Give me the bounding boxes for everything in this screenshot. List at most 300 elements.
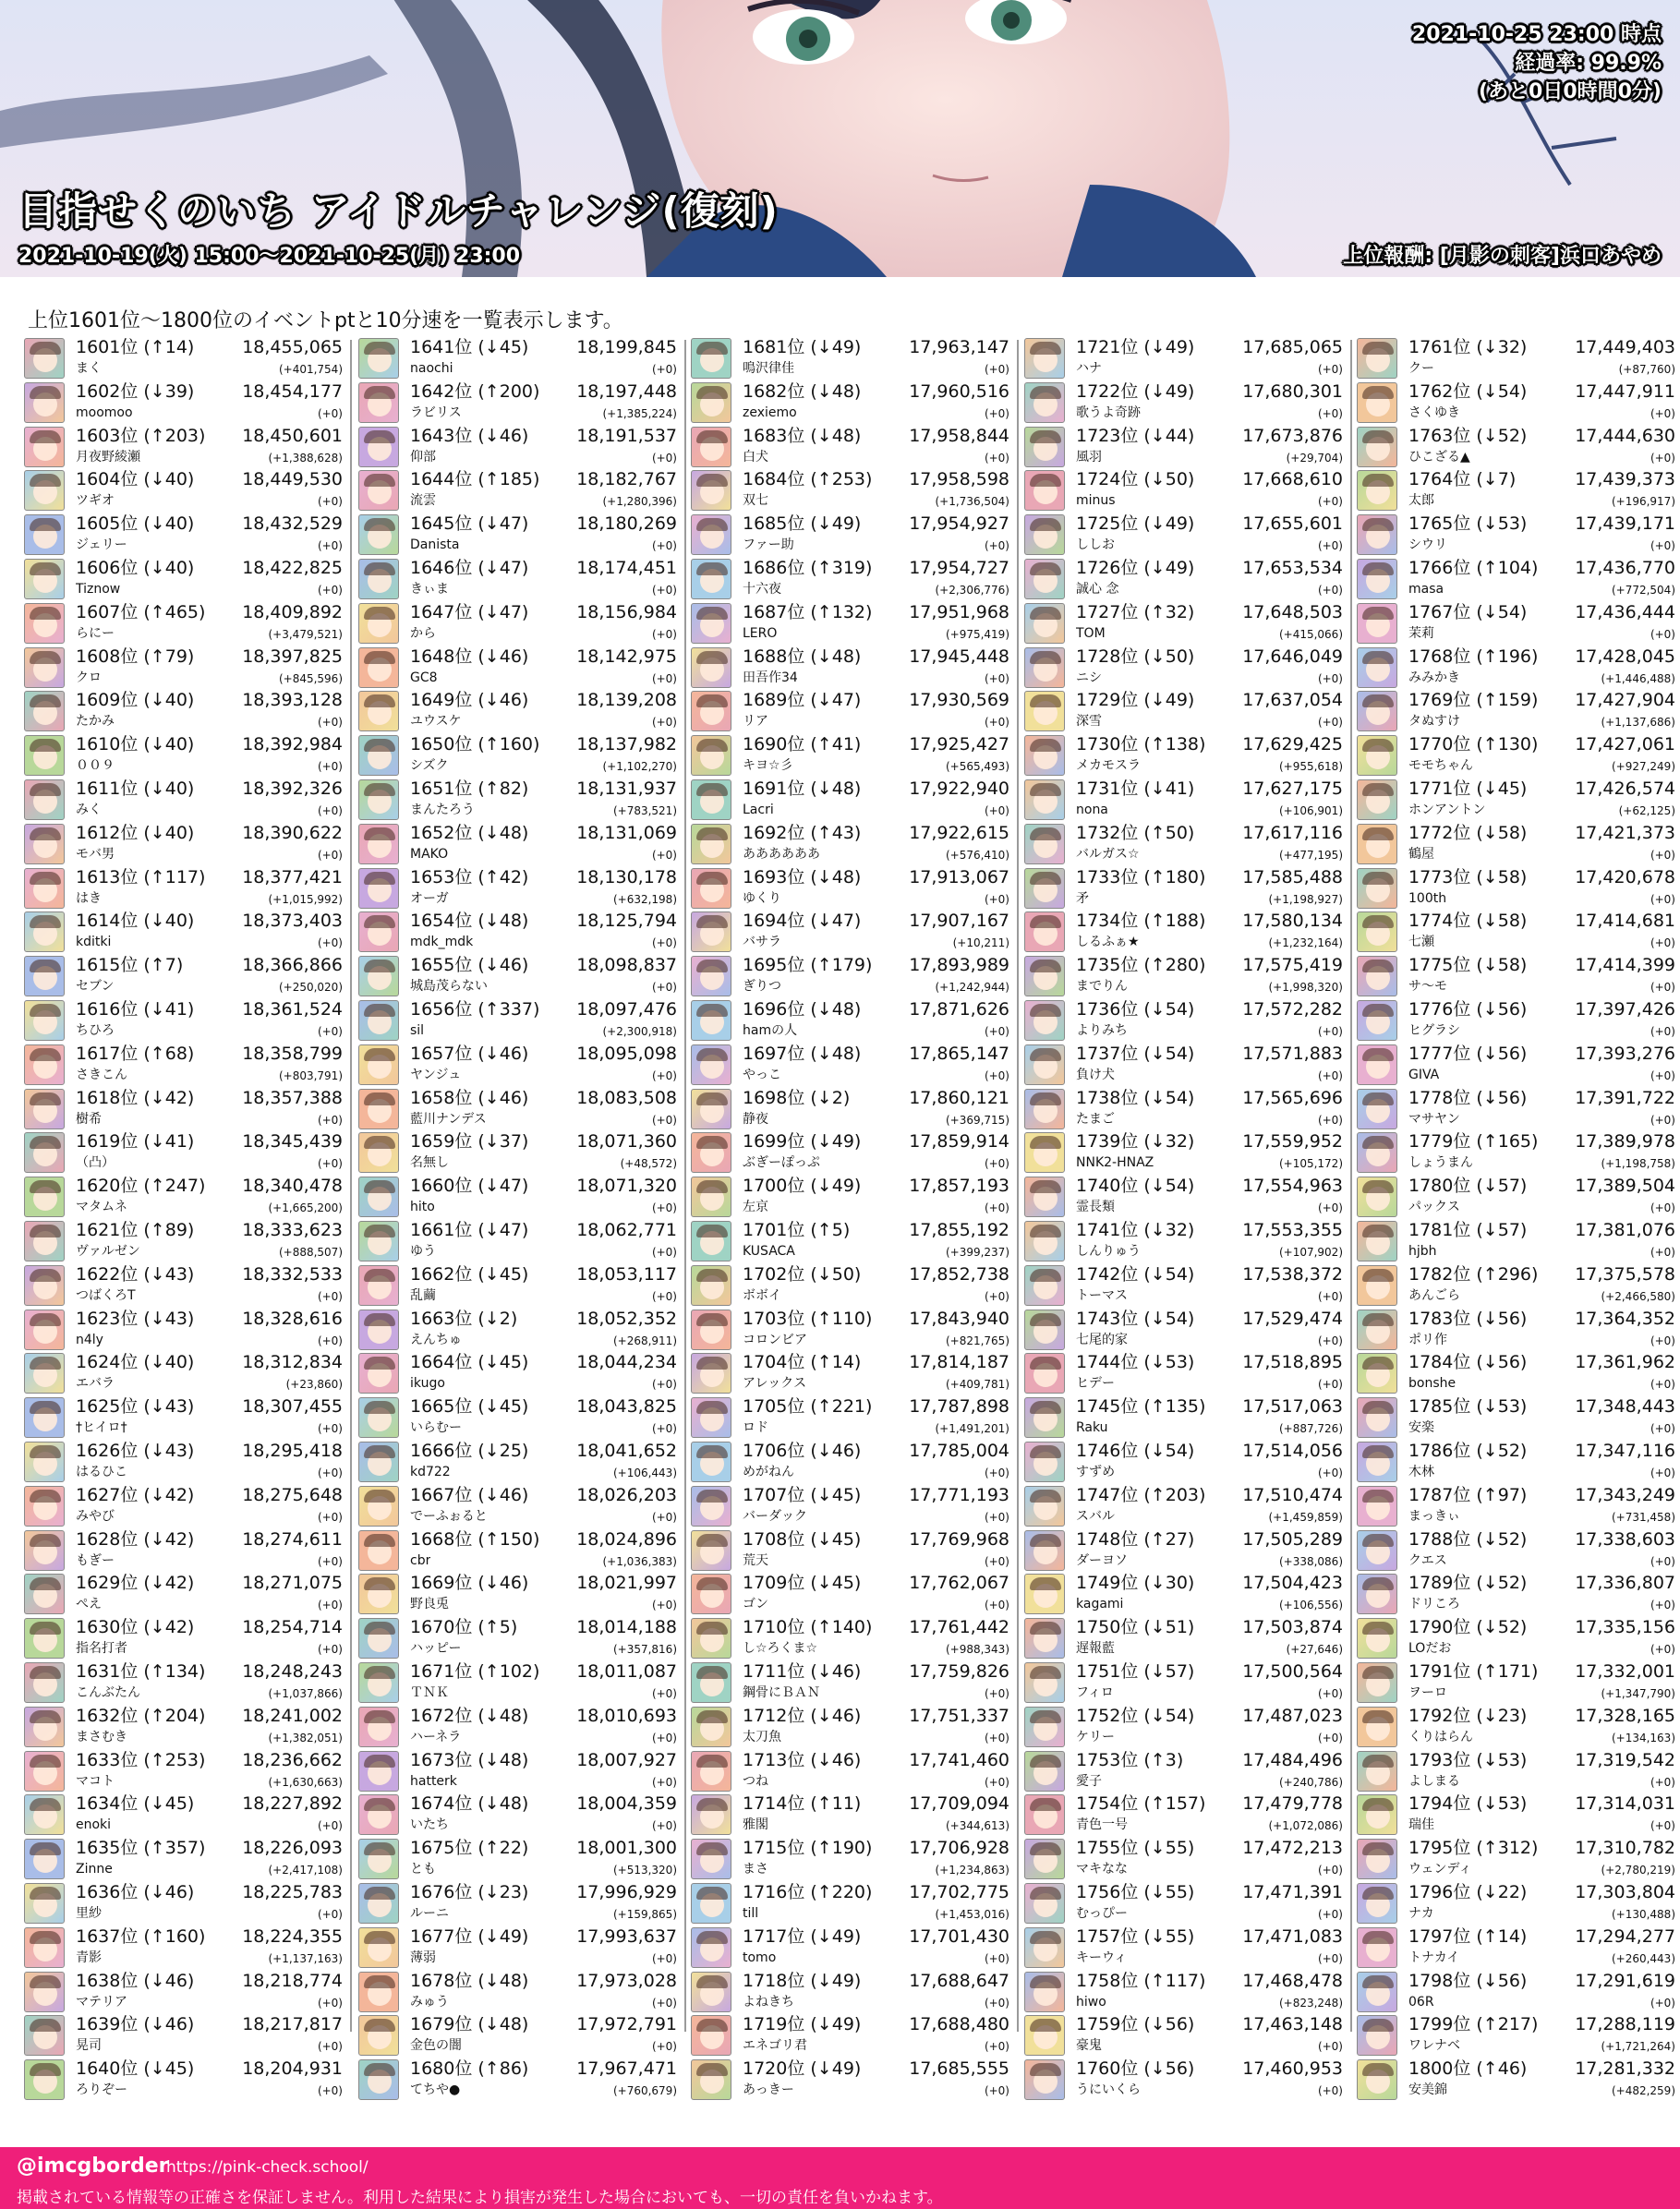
ten-minute-speed: (+0) bbox=[984, 1732, 1009, 1744]
producer-name: こんぶたん bbox=[76, 1685, 140, 1700]
producer-name: hiwo bbox=[1076, 1995, 1106, 2010]
ranking-entry bbox=[24, 1440, 343, 1484]
producer-name: まさむき bbox=[76, 1730, 127, 1744]
ten-minute-speed: (+0) bbox=[317, 1908, 343, 1921]
producer-name: 静夜 bbox=[743, 1112, 768, 1127]
rank-label: 1707位 (↓45) bbox=[743, 1485, 862, 1505]
event-points: 17,514,056 bbox=[1242, 1441, 1343, 1461]
event-points: 18,397,825 bbox=[242, 646, 343, 667]
event-points: 17,967,471 bbox=[576, 2058, 677, 2079]
ten-minute-speed: (+0) bbox=[1317, 1687, 1343, 1700]
ranking-entry bbox=[24, 778, 343, 822]
producer-name: 乱繭 bbox=[410, 1288, 436, 1303]
idol-avatar-icon bbox=[1024, 1530, 1065, 1571]
producer-name: キーウィ bbox=[1076, 1950, 1128, 1965]
producer-name: 里紗 bbox=[76, 1906, 102, 1921]
producer-name: ろりぞー bbox=[76, 2082, 127, 2097]
producer-name: ikugo bbox=[410, 1376, 445, 1391]
ten-minute-speed: (+27,646) bbox=[1286, 1643, 1343, 1656]
twitter-handle[interactable]: @imcgborder bbox=[17, 2155, 169, 2178]
ranking-entry bbox=[691, 1308, 1009, 1352]
ten-minute-speed: (+1,232,164) bbox=[1268, 936, 1343, 949]
ten-minute-speed: (+0) bbox=[651, 539, 677, 552]
ten-minute-speed: (+0) bbox=[1317, 1732, 1343, 1744]
idol-avatar-icon bbox=[358, 514, 399, 555]
ranking-entry bbox=[358, 1660, 677, 1705]
producer-name: メカモスラ bbox=[1076, 758, 1141, 773]
ten-minute-speed: (+0) bbox=[1317, 407, 1343, 420]
rank-label: 1742位 (↓54) bbox=[1076, 1264, 1195, 1285]
ten-minute-speed: (+975,419) bbox=[945, 628, 1009, 641]
idol-avatar-icon bbox=[358, 1397, 399, 1438]
idol-avatar-icon bbox=[1024, 647, 1065, 688]
ranking-column bbox=[24, 336, 343, 2097]
ranking-entry bbox=[1357, 1043, 1675, 1087]
ten-minute-speed: (+1,280,396) bbox=[602, 495, 677, 508]
idol-avatar-icon bbox=[358, 470, 399, 511]
ranking-entry bbox=[691, 1484, 1009, 1528]
ten-minute-speed: (+0) bbox=[1650, 981, 1675, 994]
event-points: 17,428,045 bbox=[1575, 646, 1675, 667]
ten-minute-speed: (+0) bbox=[317, 1114, 343, 1127]
ten-minute-speed: (+0) bbox=[317, 1643, 343, 1656]
event-points: 18,248,243 bbox=[242, 1661, 343, 1682]
idol-avatar-icon bbox=[1357, 824, 1397, 864]
event-points: 17,348,443 bbox=[1575, 1396, 1675, 1417]
rank-label: 1709位 (↓45) bbox=[743, 1573, 862, 1593]
idol-avatar-icon bbox=[691, 1839, 731, 1879]
ten-minute-speed: (+0) bbox=[317, 1157, 343, 1170]
ranking-entry bbox=[691, 1616, 1009, 1660]
idol-avatar-icon bbox=[1357, 647, 1397, 688]
ten-minute-speed: (+159,865) bbox=[612, 1908, 677, 1921]
event-points: 17,973,028 bbox=[576, 1971, 677, 1991]
idol-avatar-icon bbox=[358, 338, 399, 379]
ranking-entry bbox=[358, 1130, 677, 1175]
ranking-entry bbox=[691, 1660, 1009, 1705]
producer-name: トーマス bbox=[1076, 1288, 1128, 1303]
ten-minute-speed: (+0) bbox=[984, 1599, 1009, 1611]
rank-label: 1762位 (↓54) bbox=[1408, 381, 1528, 402]
ten-minute-speed: (+0) bbox=[984, 672, 1009, 685]
ranking-entry bbox=[358, 1881, 677, 1925]
producer-name: ハナ bbox=[1076, 361, 1102, 376]
rank-label: 1624位 (↓40) bbox=[76, 1352, 195, 1372]
event-points: 18,366,866 bbox=[242, 955, 343, 975]
ten-minute-speed: (+130,488) bbox=[1611, 1908, 1675, 1921]
producer-name: 流雲 bbox=[410, 493, 436, 508]
ranking-entry bbox=[358, 1087, 677, 1131]
ten-minute-speed: (+0) bbox=[1317, 2084, 1343, 2097]
idol-avatar-icon bbox=[691, 1000, 731, 1041]
rank-label: 1640位 (↓45) bbox=[76, 2058, 195, 2079]
producer-name: 藍川ナンデス bbox=[410, 1112, 487, 1127]
idol-avatar-icon bbox=[358, 956, 399, 996]
ranking-column bbox=[1024, 336, 1343, 2097]
top-reward: 上位報酬: [月影の刺客]浜口あやめ bbox=[1343, 245, 1662, 268]
idol-avatar-icon bbox=[1357, 868, 1397, 909]
rank-label: 1648位 (↓46) bbox=[410, 646, 529, 667]
event-points: 17,865,147 bbox=[909, 1044, 1009, 1064]
rank-label: 1615位 (↑7) bbox=[76, 955, 184, 975]
ranking-entry bbox=[24, 646, 343, 690]
producer-name: till bbox=[743, 1906, 759, 1921]
event-points: 17,954,927 bbox=[909, 513, 1009, 534]
ranking-entry bbox=[24, 601, 343, 646]
ranking-entry bbox=[24, 998, 343, 1043]
idol-avatar-icon bbox=[24, 514, 65, 555]
ranking-entry bbox=[1024, 733, 1343, 778]
ranking-entry bbox=[1024, 1043, 1343, 1087]
ranking-entry bbox=[691, 1925, 1009, 1970]
ten-minute-speed: (+0) bbox=[317, 2084, 343, 2097]
event-points: 18,174,451 bbox=[576, 558, 677, 578]
producer-name: 名無し bbox=[410, 1155, 449, 1170]
rank-label: 1714位 (↑11) bbox=[743, 1793, 862, 1814]
ranking-entry bbox=[358, 1308, 677, 1352]
event-points: 17,617,116 bbox=[1242, 823, 1343, 843]
ten-minute-speed: (+887,726) bbox=[1278, 1422, 1343, 1435]
ranking-entry bbox=[358, 910, 677, 954]
rank-label: 1759位 (↓56) bbox=[1076, 2014, 1195, 2034]
event-points: 17,500,564 bbox=[1242, 1661, 1343, 1682]
event-points: 18,432,529 bbox=[242, 513, 343, 534]
idol-avatar-icon bbox=[691, 779, 731, 820]
idol-avatar-icon bbox=[358, 1530, 399, 1571]
producer-name: ワレナベ bbox=[1408, 2038, 1460, 2053]
event-points: 18,053,117 bbox=[576, 1264, 677, 1285]
idol-avatar-icon bbox=[691, 514, 731, 555]
producer-name: バサラ bbox=[743, 935, 781, 949]
rank-label: 1675位 (↑22) bbox=[410, 1838, 529, 1858]
producer-name: やっこ bbox=[743, 1068, 781, 1082]
producer-name: 遅報藍 bbox=[1076, 1641, 1115, 1656]
producer-name: 野良兎 bbox=[410, 1597, 449, 1611]
ranking-column bbox=[691, 336, 1009, 2097]
ranking-entry bbox=[1024, 1395, 1343, 1440]
idol-avatar-icon bbox=[1024, 1442, 1065, 1482]
idol-avatar-icon bbox=[24, 1707, 65, 1747]
rank-label: 1688位 (↓48) bbox=[743, 646, 862, 667]
ten-minute-speed: (+0) bbox=[317, 584, 343, 597]
idol-avatar-icon bbox=[24, 1794, 65, 1835]
idol-avatar-icon bbox=[691, 1353, 731, 1394]
header-banner bbox=[0, 0, 1680, 277]
ranking-entry bbox=[1357, 2058, 1675, 2102]
idol-avatar-icon bbox=[358, 691, 399, 731]
ten-minute-speed: (+0) bbox=[317, 1599, 343, 1611]
rank-label: 1734位 (↑188) bbox=[1076, 911, 1206, 931]
rank-label: 1791位 (↑171) bbox=[1408, 1661, 1539, 1682]
event-points: 18,333,623 bbox=[242, 1220, 343, 1240]
idol-avatar-icon bbox=[24, 1089, 65, 1129]
ten-minute-speed: (+0) bbox=[1650, 1069, 1675, 1082]
event-points: 17,701,430 bbox=[909, 1926, 1009, 1947]
idol-avatar-icon bbox=[24, 427, 65, 467]
rank-label: 1777位 (↓56) bbox=[1408, 1044, 1528, 1064]
event-points: 17,288,119 bbox=[1575, 2014, 1675, 2034]
ranking-entry bbox=[691, 1705, 1009, 1749]
rank-label: 1694位 (↓47) bbox=[743, 911, 862, 931]
ten-minute-speed: (+0) bbox=[317, 539, 343, 552]
rank-label: 1665位 (↓45) bbox=[410, 1396, 529, 1417]
idol-avatar-icon bbox=[1024, 1397, 1065, 1438]
event-points: 17,510,474 bbox=[1242, 1485, 1343, 1505]
producer-name: くりはらん bbox=[1408, 1730, 1473, 1744]
ten-minute-speed: (+0) bbox=[1317, 1025, 1343, 1038]
rank-label: 1639位 (↓46) bbox=[76, 2014, 195, 2034]
producer-name: ニシ bbox=[1076, 670, 1102, 685]
ten-minute-speed: (+0) bbox=[1317, 1201, 1343, 1214]
idol-avatar-icon bbox=[1024, 824, 1065, 864]
idol-avatar-icon bbox=[691, 1662, 731, 1703]
ranking-entry bbox=[691, 1087, 1009, 1131]
event-points: 17,680,301 bbox=[1242, 381, 1343, 402]
producer-name: サ～モ bbox=[1408, 979, 1447, 994]
rank-label: 1603位 (↑203) bbox=[76, 426, 206, 446]
rank-label: 1764位 (↓7) bbox=[1408, 469, 1517, 489]
ten-minute-speed: (+0) bbox=[651, 1511, 677, 1524]
idol-avatar-icon bbox=[24, 1353, 65, 1394]
rank-label: 1781位 (↓57) bbox=[1408, 1220, 1528, 1240]
event-points: 17,852,738 bbox=[909, 1264, 1009, 1285]
ranking-entry bbox=[24, 1660, 343, 1705]
ten-minute-speed: (+0) bbox=[651, 849, 677, 862]
idol-avatar-icon bbox=[691, 911, 731, 952]
rank-label: 1795位 (↑312) bbox=[1408, 1838, 1539, 1858]
producer-name: 瑞佳 bbox=[1408, 1817, 1434, 1832]
event-points: 17,706,928 bbox=[909, 1838, 1009, 1858]
producer-name: NNK2-HNAZ bbox=[1076, 1155, 1154, 1170]
idol-avatar-icon bbox=[1357, 2015, 1397, 2056]
ranking-entry bbox=[358, 954, 677, 998]
idol-avatar-icon bbox=[24, 1442, 65, 1482]
event-points: 17,653,534 bbox=[1242, 558, 1343, 578]
producer-name: まく bbox=[76, 361, 102, 376]
producer-name: トナカイ bbox=[1408, 1950, 1460, 1965]
producer-name: エバラ bbox=[76, 1376, 115, 1391]
event-points: 17,504,423 bbox=[1242, 1573, 1343, 1593]
rank-label: 1608位 (↑79) bbox=[76, 646, 195, 667]
ranking-entry bbox=[691, 954, 1009, 998]
event-points: 17,554,963 bbox=[1242, 1176, 1343, 1196]
ranking-entry bbox=[24, 513, 343, 557]
idol-avatar-icon bbox=[691, 2015, 731, 2056]
ten-minute-speed: (+0) bbox=[317, 1997, 343, 2010]
producer-name: までりん bbox=[1076, 979, 1128, 994]
ranking-entry bbox=[691, 866, 1009, 911]
idol-avatar-icon bbox=[24, 691, 65, 731]
ten-minute-speed: (+0) bbox=[984, 1776, 1009, 1789]
rank-label: 1651位 (↑82) bbox=[410, 779, 529, 799]
producer-name: タぬすけ bbox=[1408, 714, 1460, 729]
idol-avatar-icon bbox=[24, 338, 65, 379]
producer-name: いたち bbox=[410, 1817, 449, 1832]
rank-label: 1720位 (↓49) bbox=[743, 2058, 862, 2079]
ten-minute-speed: (+0) bbox=[1317, 1114, 1343, 1127]
idol-avatar-icon bbox=[24, 2015, 65, 2056]
idol-avatar-icon bbox=[691, 691, 731, 731]
idol-avatar-icon bbox=[1024, 1000, 1065, 1041]
ten-minute-speed: (+0) bbox=[984, 804, 1009, 817]
idol-avatar-icon bbox=[24, 1132, 65, 1173]
ranking-entry bbox=[1024, 866, 1343, 911]
ten-minute-speed: (+0) bbox=[984, 716, 1009, 729]
ten-minute-speed: (+399,237) bbox=[945, 1246, 1009, 1259]
ten-minute-speed: (+0) bbox=[1650, 1776, 1675, 1789]
ten-minute-speed: (+0) bbox=[984, 1687, 1009, 1700]
event-points: 17,332,001 bbox=[1575, 1661, 1675, 1682]
ten-minute-speed: (+1,446,488) bbox=[1601, 672, 1675, 685]
event-points: 18,004,359 bbox=[576, 1793, 677, 1814]
event-points: 17,857,193 bbox=[909, 1176, 1009, 1196]
site-link[interactable]: https://pink-check.school/ bbox=[166, 2158, 369, 2177]
rank-label: 1785位 (↓53) bbox=[1408, 1396, 1528, 1417]
ten-minute-speed: (+1,459,859) bbox=[1268, 1511, 1343, 1524]
event-points: 18,275,648 bbox=[242, 1485, 343, 1505]
ten-minute-speed: (+10,211) bbox=[952, 936, 1009, 949]
ten-minute-speed: (+0) bbox=[984, 363, 1009, 376]
event-points: 18,361,524 bbox=[242, 999, 343, 1020]
idol-avatar-icon bbox=[691, 559, 731, 599]
idol-avatar-icon bbox=[1357, 1442, 1397, 1482]
idol-avatar-icon bbox=[691, 2059, 731, 2100]
event-points: 17,673,876 bbox=[1242, 426, 1343, 446]
ten-minute-speed: (+0) bbox=[317, 849, 343, 862]
event-points: 17,771,193 bbox=[909, 1485, 1009, 1505]
idol-avatar-icon bbox=[1357, 382, 1397, 423]
event-points: 18,137,982 bbox=[576, 734, 677, 754]
event-points: 17,859,914 bbox=[909, 1131, 1009, 1152]
event-points: 18,217,817 bbox=[242, 2014, 343, 2034]
idol-avatar-icon bbox=[1357, 1265, 1397, 1306]
ranking-entry bbox=[1357, 1130, 1675, 1175]
ten-minute-speed: (+0) bbox=[651, 936, 677, 949]
producer-name: マキなな bbox=[1076, 1862, 1128, 1877]
idol-avatar-icon bbox=[358, 647, 399, 688]
rank-label: 1647位 (↓47) bbox=[410, 602, 529, 622]
rank-label: 1669位 (↓46) bbox=[410, 1573, 529, 1593]
ranking-entry bbox=[691, 336, 1009, 380]
ranking-entry bbox=[1357, 1749, 1675, 1793]
idol-avatar-icon bbox=[1024, 779, 1065, 820]
ranking-entry bbox=[358, 1440, 677, 1484]
rank-label: 1682位 (↓48) bbox=[743, 381, 862, 402]
ranking-entry bbox=[24, 1705, 343, 1749]
event-points: 17,553,355 bbox=[1242, 1220, 1343, 1240]
ranking-entry bbox=[24, 733, 343, 778]
ranking-entry bbox=[1357, 1308, 1675, 1352]
event-points: 17,855,192 bbox=[909, 1220, 1009, 1240]
ten-minute-speed: (+1,998,320) bbox=[1268, 981, 1343, 994]
rank-label: 1681位 (↓49) bbox=[743, 337, 862, 357]
ranking-entry bbox=[24, 557, 343, 601]
event-points: 17,655,601 bbox=[1242, 513, 1343, 534]
rank-label: 1705位 (↑221) bbox=[743, 1396, 873, 1417]
ten-minute-speed: (+1,388,628) bbox=[268, 452, 343, 465]
producer-name: キヨ☆彡 bbox=[743, 758, 793, 773]
rank-label: 1620位 (↑247) bbox=[76, 1176, 206, 1196]
event-points: 17,741,460 bbox=[909, 1750, 1009, 1770]
ten-minute-speed: (+0) bbox=[317, 1511, 343, 1524]
idol-avatar-icon bbox=[1357, 1221, 1397, 1261]
idol-avatar-icon bbox=[691, 1310, 731, 1350]
event-points: 18,226,093 bbox=[242, 1838, 343, 1858]
ten-minute-speed: (+0) bbox=[1650, 452, 1675, 465]
idol-avatar-icon bbox=[1357, 1177, 1397, 1217]
idol-avatar-icon bbox=[358, 1707, 399, 1747]
producer-name: masa bbox=[1408, 582, 1444, 597]
rank-label: 1776位 (↓56) bbox=[1408, 999, 1528, 1020]
idol-avatar-icon bbox=[691, 1177, 731, 1217]
ten-minute-speed: (+0) bbox=[1650, 628, 1675, 641]
ranking-entry bbox=[1357, 1219, 1675, 1263]
producer-name: 鶴屋 bbox=[1408, 847, 1434, 862]
ranking-entry bbox=[1024, 1263, 1343, 1308]
rank-label: 1778位 (↓56) bbox=[1408, 1088, 1528, 1108]
idol-avatar-icon bbox=[1357, 470, 1397, 511]
ranking-entry bbox=[24, 822, 343, 866]
ranking-entry bbox=[24, 2058, 343, 2102]
ten-minute-speed: (+2,300,918) bbox=[602, 1025, 677, 1038]
ten-minute-speed: (+1,137,163) bbox=[268, 1952, 343, 1965]
idol-avatar-icon bbox=[1024, 2059, 1065, 2100]
producer-name: ゆくり bbox=[743, 891, 781, 906]
rank-label: 1800位 (↑46) bbox=[1408, 2058, 1528, 2079]
idol-avatar-icon bbox=[1357, 2059, 1397, 2100]
event-points: 17,580,134 bbox=[1242, 911, 1343, 931]
idol-avatar-icon bbox=[24, 1839, 65, 1879]
rank-label: 1645位 (↓47) bbox=[410, 513, 529, 534]
producer-name: ぺえ bbox=[76, 1597, 102, 1611]
ranking-entry bbox=[358, 1616, 677, 1660]
rank-label: 1748位 (↑27) bbox=[1076, 1529, 1195, 1550]
producer-name: 愛子 bbox=[1076, 1774, 1102, 1789]
ranking-entry bbox=[24, 1175, 343, 1219]
ten-minute-speed: (+107,902) bbox=[1278, 1246, 1343, 1259]
rank-label: 1673位 (↓48) bbox=[410, 1750, 529, 1770]
ranking-entry bbox=[358, 822, 677, 866]
ranking-entry bbox=[691, 733, 1009, 778]
producer-name: LERO bbox=[743, 626, 778, 641]
producer-name: きぃま bbox=[410, 582, 449, 597]
rank-label: 1643位 (↓46) bbox=[410, 426, 529, 446]
rank-label: 1751位 (↓57) bbox=[1076, 1661, 1195, 1682]
ranking-entry bbox=[1357, 1616, 1675, 1660]
ten-minute-speed: (+888,507) bbox=[278, 1246, 343, 1259]
producer-name: 双七 bbox=[743, 493, 768, 508]
ten-minute-speed: (+0) bbox=[651, 1997, 677, 2010]
event-points: 17,860,121 bbox=[909, 1088, 1009, 1108]
idol-avatar-icon bbox=[1024, 1707, 1065, 1747]
ranking-entry bbox=[358, 380, 677, 425]
ranking-entry bbox=[1024, 2058, 1343, 2102]
intro-text: 上位1601位～1800位のイベントptと10分速を一覧表示します。 bbox=[28, 309, 623, 332]
ten-minute-speed: (+0) bbox=[984, 407, 1009, 420]
event-points: 17,427,904 bbox=[1575, 690, 1675, 710]
producer-name: ラビリス bbox=[410, 405, 462, 420]
rank-label: 1680位 (↑86) bbox=[410, 2058, 529, 2079]
rank-label: 1618位 (↓42) bbox=[76, 1088, 195, 1108]
ten-minute-speed: (+0) bbox=[1650, 1114, 1675, 1127]
producer-name: 薄弱 bbox=[410, 1950, 436, 1965]
ranking-entry bbox=[1024, 778, 1343, 822]
rank-label: 1666位 (↓25) bbox=[410, 1441, 529, 1461]
ten-minute-speed: (+1,736,504) bbox=[935, 495, 1009, 508]
ranking-entry bbox=[1357, 468, 1675, 513]
producer-name: 指名打者 bbox=[76, 1641, 127, 1656]
event-points: 17,426,574 bbox=[1575, 779, 1675, 799]
